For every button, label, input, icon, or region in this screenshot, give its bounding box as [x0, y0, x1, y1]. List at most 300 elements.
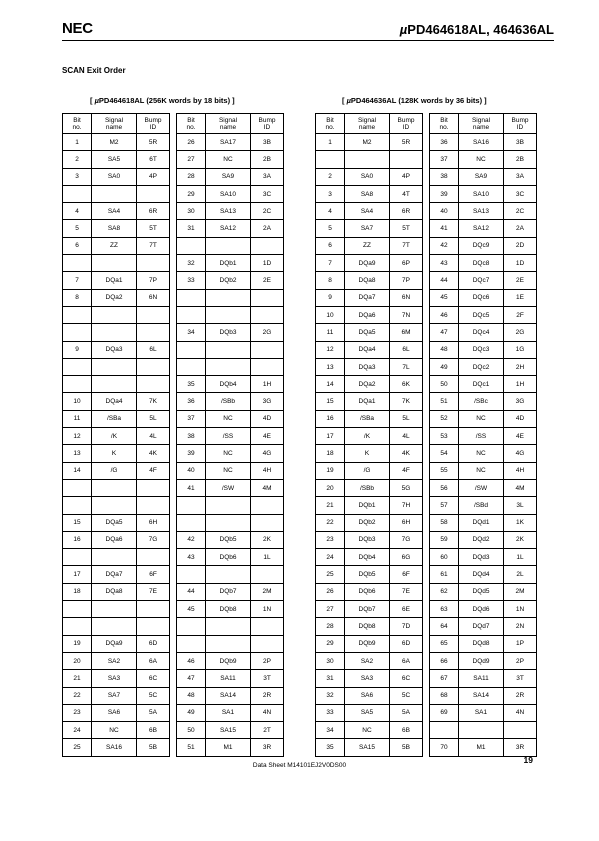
table-row	[316, 272, 423, 289]
table-row	[63, 393, 170, 410]
bit-no-cell: 24	[63, 722, 92, 739]
signal-name-cell: DQb4	[206, 376, 251, 393]
bump-id-cell: 2K	[251, 531, 284, 548]
table-row	[177, 151, 284, 168]
signal-name-cell	[206, 497, 251, 514]
signal-name-cell: SA17	[206, 134, 251, 151]
table-row	[177, 618, 284, 635]
bit-no-cell: 43	[430, 255, 459, 272]
bump-id-cell: 4E	[251, 428, 284, 445]
signal-name-cell: DQa6	[345, 306, 390, 323]
table-row	[63, 376, 170, 393]
bump-id-cell: 4H	[504, 462, 537, 479]
bit-no-cell	[63, 549, 92, 566]
signal-name-cell: NC	[206, 445, 251, 462]
table-row	[63, 151, 170, 168]
signal-name-cell: K	[92, 445, 137, 462]
bit-no-cell: 21	[63, 670, 92, 687]
signal-name-cell: SA10	[206, 185, 251, 202]
bit-no-cell: 39	[177, 445, 206, 462]
bump-id-cell	[137, 479, 170, 496]
bump-id-cell: 1P	[504, 635, 537, 652]
table-row	[63, 635, 170, 652]
bump-id-cell: 5A	[390, 704, 423, 721]
bit-no-cell: 11	[63, 410, 92, 427]
signal-name-cell: SA14	[206, 687, 251, 704]
signal-name-cell: SA0	[345, 168, 390, 185]
bit-no-cell	[63, 358, 92, 375]
signal-name-cell: SA16	[459, 134, 504, 151]
signal-name-cell: DQa5	[92, 514, 137, 531]
bump-id-cell: 7L	[390, 358, 423, 375]
caption-text: PD464636AL (128K words by 36 bits) ]	[350, 96, 487, 105]
signal-name-cell: DQb2	[206, 272, 251, 289]
signal-name-cell: SA4	[92, 203, 137, 220]
bit-no-cell: 51	[177, 739, 206, 756]
bit-no-cell: 40	[177, 462, 206, 479]
table-row	[177, 220, 284, 237]
bump-id-cell	[251, 635, 284, 652]
bit-no-cell	[177, 514, 206, 531]
table-row	[316, 566, 423, 583]
part-numbers: PD464618AL, 464636AL	[407, 22, 554, 37]
table-row	[177, 722, 284, 739]
bump-id-cell: 4F	[137, 462, 170, 479]
signal-name-cell: M1	[459, 739, 504, 756]
table-row	[316, 289, 423, 306]
signal-name-cell: SA8	[92, 220, 137, 237]
signal-name-cell: DQc5	[459, 306, 504, 323]
signal-name-cell	[92, 185, 137, 202]
scan-table-18bit-part2	[176, 113, 284, 757]
signal-name-cell	[206, 618, 251, 635]
signal-name-cell: DQd3	[459, 549, 504, 566]
bit-no-cell: 20	[63, 652, 92, 669]
bump-id-cell: 5B	[390, 739, 423, 756]
bump-id-cell: 4G	[504, 445, 537, 462]
bump-id-cell: 7K	[137, 393, 170, 410]
table-row	[63, 445, 170, 462]
bump-id-cell: 4H	[251, 462, 284, 479]
scan-table-18bit-part1	[62, 113, 170, 757]
signal-name-cell: SA0	[92, 168, 137, 185]
table-row	[63, 306, 170, 323]
table-row	[316, 341, 423, 358]
bit-no-cell: 59	[430, 531, 459, 548]
bump-id-cell: 2F	[504, 306, 537, 323]
bit-no-cell: 5	[316, 220, 345, 237]
bit-no-cell: 38	[430, 168, 459, 185]
bit-no-cell: 22	[316, 514, 345, 531]
bit-no-header-line2: no.	[325, 123, 335, 131]
table-row	[316, 393, 423, 410]
table-row	[63, 341, 170, 358]
table-row	[63, 514, 170, 531]
table-row	[430, 531, 537, 548]
signal-name-cell: DQa1	[345, 393, 390, 410]
bit-no-header-line2: no.	[186, 123, 196, 131]
bit-no-cell: 16	[316, 410, 345, 427]
bump-id-cell: 4P	[390, 168, 423, 185]
signal-name-cell: DQd7	[459, 618, 504, 635]
table-row	[177, 237, 284, 254]
bump-id-cell: 6H	[137, 514, 170, 531]
signal-name-cell	[92, 601, 137, 618]
bump-id-cell: 5A	[137, 704, 170, 721]
bit-no-cell: 50	[177, 722, 206, 739]
bump-id-cell: 6F	[390, 566, 423, 583]
signal-name-cell: /G	[345, 462, 390, 479]
signal-name-cell: /SBd	[459, 497, 504, 514]
signal-name-header-line2: name	[219, 123, 237, 131]
bit-no-cell: 31	[177, 220, 206, 237]
bit-no-cell: 40	[430, 203, 459, 220]
table-row	[430, 670, 537, 687]
mu-prefix: µ	[399, 22, 408, 37]
bit-no-cell: 42	[430, 237, 459, 254]
bit-no-cell: 47	[430, 324, 459, 341]
section-title: SCAN Exit Order	[62, 66, 126, 75]
table-row	[316, 134, 423, 151]
right-table-caption	[342, 96, 487, 105]
bump-id-header-line2: ID	[516, 123, 524, 131]
signal-name-cell: NC	[206, 151, 251, 168]
bit-no-cell: 5	[63, 220, 92, 237]
bit-no-cell: 54	[430, 445, 459, 462]
signal-name-cell: /SBa	[345, 410, 390, 427]
table-row	[316, 514, 423, 531]
bit-no-cell: 19	[63, 635, 92, 652]
signal-name-cell: DQc8	[459, 255, 504, 272]
signal-name-cell: SA1	[206, 704, 251, 721]
signal-name-cell: K	[345, 445, 390, 462]
bump-id-cell: 7E	[390, 583, 423, 600]
signal-name-cell: SA9	[459, 168, 504, 185]
signal-name-cell: DQb7	[206, 583, 251, 600]
header-rule	[62, 40, 554, 41]
bit-no-header-line1: Bit	[440, 116, 448, 124]
signal-name-cell	[92, 549, 137, 566]
signal-name-cell	[92, 497, 137, 514]
bit-no-cell: 20	[316, 479, 345, 496]
signal-name-cell: DQa9	[345, 255, 390, 272]
bit-no-cell: 46	[430, 306, 459, 323]
bit-no-cell: 47	[177, 670, 206, 687]
bit-no-cell: 8	[316, 272, 345, 289]
table-row	[316, 670, 423, 687]
table-row	[177, 134, 284, 151]
table-row	[430, 652, 537, 669]
table-row	[63, 410, 170, 427]
table-row	[63, 479, 170, 496]
table-header-row	[316, 114, 423, 134]
bump-id-cell: 4F	[390, 462, 423, 479]
bump-id-cell: 2T	[251, 722, 284, 739]
signal-name-cell: NC	[92, 722, 137, 739]
table-row	[430, 168, 537, 185]
signal-name-header	[345, 114, 390, 134]
bit-no-cell	[63, 479, 92, 496]
signal-name-cell: SA15	[345, 739, 390, 756]
bit-no-cell: 14	[316, 376, 345, 393]
bump-id-header	[390, 114, 423, 134]
signal-name-cell: DQc2	[459, 358, 504, 375]
signal-name-header	[92, 114, 137, 134]
bit-no-cell: 34	[316, 722, 345, 739]
signal-name-cell: DQd9	[459, 652, 504, 669]
signal-name-cell: DQc1	[459, 376, 504, 393]
table-row	[430, 722, 537, 739]
signal-name-header-line1: Signal	[104, 116, 124, 124]
bump-id-cell: 2B	[504, 151, 537, 168]
bit-no-cell: 27	[316, 601, 345, 618]
signal-name-cell	[206, 635, 251, 652]
bit-no-cell: 28	[316, 618, 345, 635]
bump-id-cell: 3R	[504, 739, 537, 756]
bit-no-cell: 26	[316, 583, 345, 600]
signal-name-cell	[206, 358, 251, 375]
scan-table-36bit-part2	[429, 113, 537, 757]
bit-no-cell: 1	[316, 134, 345, 151]
caption-bracket: [	[342, 96, 347, 105]
bump-id-cell: 3B	[504, 134, 537, 151]
bit-no-cell	[177, 341, 206, 358]
table-row	[177, 497, 284, 514]
signal-name-cell: SA15	[206, 722, 251, 739]
bump-id-cell: 3T	[251, 670, 284, 687]
bit-no-cell	[177, 618, 206, 635]
signal-name-cell: DQb8	[345, 618, 390, 635]
signal-name-cell: SA8	[345, 185, 390, 202]
signal-name-cell	[92, 479, 137, 496]
bump-id-cell	[251, 514, 284, 531]
bump-id-cell: 2N	[504, 618, 537, 635]
table-row	[316, 324, 423, 341]
signal-name-header-line2: name	[472, 123, 490, 131]
table-row	[177, 445, 284, 462]
bump-id-cell	[137, 358, 170, 375]
bit-no-cell	[316, 151, 345, 168]
bit-no-cell: 11	[316, 324, 345, 341]
bump-id-cell	[251, 618, 284, 635]
table-row	[177, 462, 284, 479]
signal-name-header-line1: Signal	[471, 116, 491, 124]
bump-id-header-line2: ID	[263, 123, 271, 131]
table-row	[63, 618, 170, 635]
bump-id-cell: 2P	[251, 652, 284, 669]
table-row	[316, 739, 423, 756]
bit-no-cell: 16	[63, 531, 92, 548]
bit-no-cell: 67	[430, 670, 459, 687]
signal-name-cell: /SW	[206, 479, 251, 496]
signal-name-cell: DQa7	[345, 289, 390, 306]
bump-id-cell: 6N	[390, 289, 423, 306]
bit-no-cell: 7	[316, 255, 345, 272]
table-row	[430, 289, 537, 306]
bit-no-cell: 29	[177, 185, 206, 202]
bit-no-cell: 3	[63, 168, 92, 185]
bit-no-cell: 31	[316, 670, 345, 687]
bit-no-cell: 37	[430, 151, 459, 168]
bit-no-header	[63, 114, 92, 134]
bit-no-cell	[177, 289, 206, 306]
table-row	[63, 134, 170, 151]
signal-name-cell: /SW	[459, 479, 504, 496]
signal-name-cell: DQb6	[206, 549, 251, 566]
bump-id-cell: 7H	[390, 497, 423, 514]
bump-id-cell: 4G	[251, 445, 284, 462]
bit-no-cell: 12	[63, 428, 92, 445]
bit-no-cell: 28	[177, 168, 206, 185]
bump-id-cell: 5R	[390, 134, 423, 151]
signal-name-cell: SA13	[206, 203, 251, 220]
table-row	[177, 670, 284, 687]
table-row	[63, 428, 170, 445]
bit-no-cell: 10	[316, 306, 345, 323]
bump-id-cell: 6R	[137, 203, 170, 220]
bump-id-cell: 2G	[251, 324, 284, 341]
bit-no-cell	[63, 255, 92, 272]
bump-id-cell	[137, 601, 170, 618]
table-row	[177, 306, 284, 323]
signal-name-header	[206, 114, 251, 134]
table-row	[177, 635, 284, 652]
table-row	[177, 479, 284, 496]
table-row	[316, 722, 423, 739]
table-row	[316, 687, 423, 704]
table-row	[63, 255, 170, 272]
bit-no-cell: 33	[316, 704, 345, 721]
bump-id-cell: 2B	[251, 151, 284, 168]
signal-name-cell: DQd1	[459, 514, 504, 531]
signal-name-cell: M2	[92, 134, 137, 151]
bump-id-cell: 5L	[137, 410, 170, 427]
bit-no-cell: 12	[316, 341, 345, 358]
bit-no-cell: 4	[63, 203, 92, 220]
signal-name-cell: DQd5	[459, 583, 504, 600]
bump-id-cell: 7P	[390, 272, 423, 289]
bump-id-cell: 1N	[251, 601, 284, 618]
signal-name-cell: SA13	[459, 203, 504, 220]
table-row	[63, 203, 170, 220]
signal-name-cell: NC	[206, 410, 251, 427]
table-row	[316, 255, 423, 272]
signal-name-cell: DQa5	[345, 324, 390, 341]
signal-name-cell	[206, 514, 251, 531]
bit-no-cell: 42	[177, 531, 206, 548]
table-row	[430, 306, 537, 323]
bit-no-cell: 58	[430, 514, 459, 531]
signal-name-cell: DQb9	[206, 652, 251, 669]
bump-id-cell: 2A	[504, 220, 537, 237]
table-row	[177, 393, 284, 410]
signal-name-cell: DQb7	[345, 601, 390, 618]
signal-name-cell: SA12	[459, 220, 504, 237]
signal-name-cell: DQa3	[92, 341, 137, 358]
bump-id-cell	[137, 306, 170, 323]
bit-no-cell	[63, 185, 92, 202]
table-row	[177, 185, 284, 202]
bit-no-cell: 68	[430, 687, 459, 704]
bit-no-cell: 4	[316, 203, 345, 220]
table-row	[316, 220, 423, 237]
signal-name-cell	[459, 722, 504, 739]
signal-name-cell: SA12	[206, 220, 251, 237]
bit-no-cell: 1	[63, 134, 92, 151]
table-row	[63, 168, 170, 185]
signal-name-header-line1: Signal	[218, 116, 238, 124]
signal-name-cell: DQa2	[345, 376, 390, 393]
bit-no-header-line2: no.	[72, 123, 82, 131]
bump-id-cell: 2A	[251, 220, 284, 237]
bump-id-cell: 6D	[137, 635, 170, 652]
signal-name-cell: SA16	[92, 739, 137, 756]
table-row	[430, 134, 537, 151]
bit-no-cell: 13	[316, 358, 345, 375]
table-row	[430, 393, 537, 410]
signal-name-cell	[92, 376, 137, 393]
signal-name-cell: DQd2	[459, 531, 504, 548]
signal-name-cell: DQa4	[345, 341, 390, 358]
signal-name-cell: SA5	[345, 704, 390, 721]
table-row	[177, 324, 284, 341]
signal-name-cell: DQb5	[345, 566, 390, 583]
bit-no-cell: 64	[430, 618, 459, 635]
left-table-caption	[90, 96, 235, 105]
bit-no-cell: 61	[430, 566, 459, 583]
table-row	[316, 704, 423, 721]
bump-id-cell: 3A	[504, 168, 537, 185]
bit-no-cell: 14	[63, 462, 92, 479]
bit-no-cell: 55	[430, 462, 459, 479]
table-row	[177, 428, 284, 445]
bit-no-cell: 9	[316, 289, 345, 306]
bit-no-cell: 69	[430, 704, 459, 721]
signal-name-cell: DQd4	[459, 566, 504, 583]
bump-id-cell: 6K	[390, 376, 423, 393]
bit-no-cell: 46	[177, 652, 206, 669]
bit-no-cell: 24	[316, 549, 345, 566]
signal-name-cell: SA2	[92, 652, 137, 669]
bit-no-cell: 52	[430, 410, 459, 427]
table-row	[316, 445, 423, 462]
table-row	[177, 566, 284, 583]
table-row	[63, 652, 170, 669]
bit-no-cell: 66	[430, 652, 459, 669]
signal-name-cell	[206, 306, 251, 323]
caption-text: PD464618AL (256K words by 18 bits) ]	[98, 96, 235, 105]
signal-name-cell: NC	[206, 462, 251, 479]
table-row	[430, 255, 537, 272]
bit-no-cell: 2	[316, 168, 345, 185]
table-row	[430, 687, 537, 704]
bump-id-cell: 5T	[137, 220, 170, 237]
table-row	[430, 376, 537, 393]
bump-id-cell	[137, 255, 170, 272]
bit-no-cell: 15	[316, 393, 345, 410]
table-row	[177, 601, 284, 618]
bit-no-cell: 34	[177, 324, 206, 341]
bump-id-cell: 6B	[137, 722, 170, 739]
nec-logo: NEC	[62, 20, 93, 37]
bit-no-cell: 23	[316, 531, 345, 548]
signal-name-cell: SA7	[92, 687, 137, 704]
bit-no-cell: 25	[63, 739, 92, 756]
bump-id-cell: 6C	[390, 670, 423, 687]
bump-id-cell: 7T	[390, 237, 423, 254]
bit-no-cell: 3	[316, 185, 345, 202]
signal-name-cell	[206, 289, 251, 306]
